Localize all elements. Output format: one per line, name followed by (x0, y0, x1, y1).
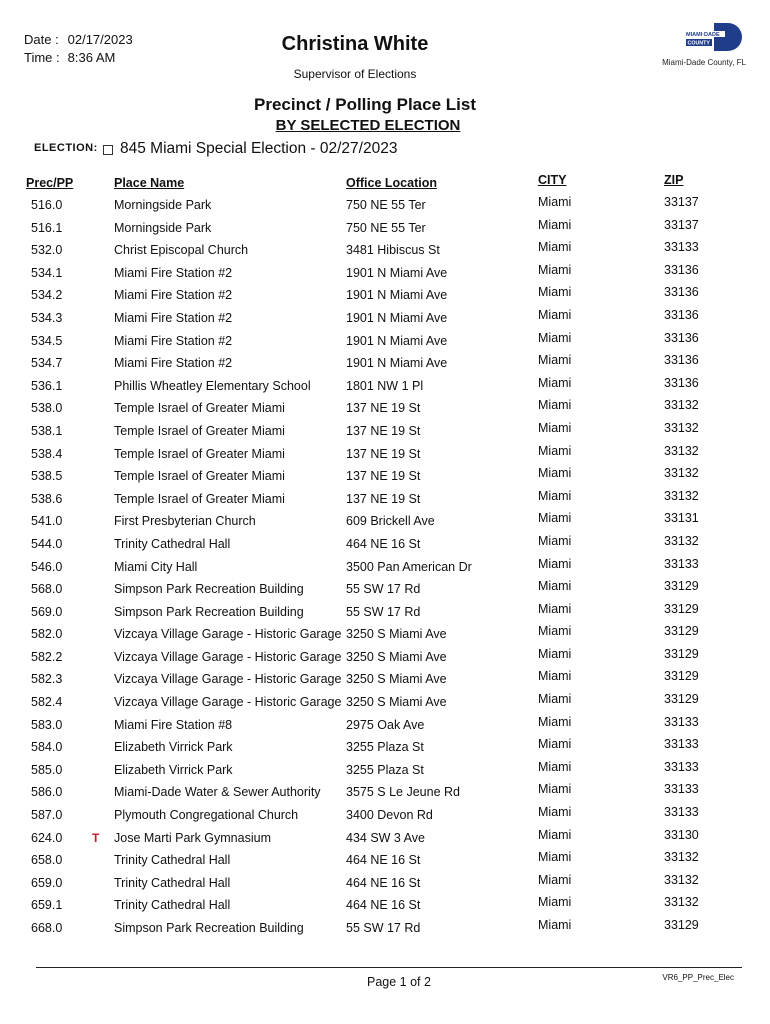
cell-zip: 33132 (664, 420, 699, 435)
cell-place-name: Miami Fire Station #2 (114, 356, 233, 371)
table-row (0, 645, 770, 668)
cell-office-location: 3250 S Miami Ave (346, 695, 447, 710)
table-row (0, 826, 770, 849)
cell-office-location: 464 NE 16 St (346, 536, 421, 551)
cell-city: Miami (538, 262, 572, 277)
cell-office-location: 3250 S Miami Ave (346, 627, 447, 642)
cell-zip: 33129 (664, 624, 699, 639)
cell-city: Miami (538, 556, 572, 571)
cell-city: Miami (538, 714, 572, 729)
cell-precinct: 624.0 (31, 830, 63, 845)
precinct-table (0, 193, 770, 939)
column-header-place: Place Name (114, 176, 185, 190)
page-subtitle: Supervisor of Elections (293, 67, 417, 81)
table-row (0, 848, 770, 871)
cell-zip: 33132 (664, 443, 699, 458)
cell-place-name: Elizabeth Virrick Park (114, 762, 233, 777)
table-row (0, 329, 770, 352)
cell-zip: 33132 (664, 533, 699, 548)
table-row (0, 419, 770, 442)
cell-precinct: 584.0 (31, 740, 63, 755)
table-row (0, 622, 770, 645)
cell-place-name: Vizcaya Village Garage - Historic Garage (114, 672, 342, 687)
cell-office-location: 1801 NW 1 Pl (346, 378, 424, 393)
cell-city: Miami (538, 805, 572, 820)
cell-place-name: Miami Fire Station #2 (114, 333, 233, 348)
cell-zip: 33137 (664, 217, 699, 232)
cell-flag: T (92, 830, 100, 845)
cell-precinct: 569.0 (31, 604, 63, 619)
page-number: Page 1 of 2 (367, 975, 431, 989)
cell-city: Miami (538, 918, 572, 932)
table-row (0, 916, 770, 939)
cell-precinct: 582.4 (31, 695, 63, 710)
cell-precinct: 541.0 (31, 514, 63, 529)
cell-city: Miami (538, 217, 572, 232)
cell-city: Miami (538, 488, 572, 503)
cell-precinct: 582.2 (31, 649, 63, 664)
table-row (0, 690, 770, 713)
miami-dade-logo (684, 22, 742, 52)
table-row (0, 893, 770, 916)
cell-place-name: Miami Fire Station #8 (114, 717, 233, 732)
cell-zip: 33136 (664, 262, 699, 277)
cell-city: Miami (538, 895, 572, 910)
cell-office-location: 3400 Devon Rd (346, 808, 433, 823)
cell-office-location: 137 NE 19 St (346, 491, 421, 506)
cell-zip: 33133 (664, 759, 699, 774)
table-row (0, 555, 770, 578)
table-row (0, 396, 770, 419)
cell-city: Miami (538, 759, 572, 774)
cell-office-location: 1901 N Miami Ave (346, 288, 448, 303)
cell-city: Miami (538, 195, 572, 209)
table-row (0, 238, 770, 261)
table-row (0, 261, 770, 284)
column-header-location: Office Location (346, 176, 437, 190)
cell-precinct: 544.0 (31, 536, 63, 551)
cell-place-name: Miami Fire Station #2 (114, 288, 233, 303)
cell-place-name: Morningside Park (114, 220, 212, 235)
cell-office-location: 3481 Hibiscus St (346, 243, 440, 258)
table-row (0, 216, 770, 239)
cell-place-name: Trinity Cathedral Hall (114, 898, 231, 913)
cell-place-name: Simpson Park Recreation Building (114, 921, 304, 935)
cell-city: Miami (538, 240, 572, 255)
cell-place-name: Miami-Dade Water & Sewer Authority (114, 785, 321, 800)
cell-place-name: Morningside Park (114, 198, 212, 212)
cell-city: Miami (538, 601, 572, 616)
cell-precinct: 668.0 (31, 921, 63, 935)
table-row (0, 735, 770, 758)
cell-precinct: 585.0 (31, 762, 63, 777)
cell-city: Miami (538, 579, 572, 594)
table-row (0, 713, 770, 736)
cell-zip: 33133 (664, 240, 699, 255)
time-label: Time : (24, 50, 60, 65)
cell-precinct: 534.2 (31, 288, 63, 303)
cell-place-name: Trinity Cathedral Hall (114, 853, 231, 868)
cell-place-name: Plymouth Congregational Church (114, 808, 299, 823)
cell-place-name: Christ Episcopal Church (114, 243, 249, 258)
date-value: 02/17/2023 (67, 32, 133, 47)
cell-precinct: 538.0 (31, 401, 63, 416)
cell-city: Miami (538, 307, 572, 322)
cell-precinct: 659.0 (31, 875, 63, 890)
cell-precinct: 532.0 (31, 243, 63, 258)
table-row (0, 442, 770, 465)
cell-zip: 33129 (664, 601, 699, 616)
cell-city: Miami (538, 782, 572, 797)
cell-office-location: 3250 S Miami Ave (346, 649, 447, 664)
cell-place-name: Temple Israel of Greater Miami (114, 446, 285, 461)
table-row (0, 283, 770, 306)
cell-place-name: Temple Israel of Greater Miami (114, 423, 285, 438)
cell-office-location: 137 NE 19 St (346, 469, 421, 484)
cell-precinct: 587.0 (31, 808, 63, 823)
cell-city: Miami (538, 398, 572, 413)
cell-zip: 33129 (664, 918, 699, 932)
table-row (0, 758, 770, 781)
table-row (0, 803, 770, 826)
table-row (0, 193, 770, 216)
cell-place-name: Miami City Hall (114, 559, 198, 574)
cell-city: Miami (538, 624, 572, 639)
cell-place-name: Miami Fire Station #2 (114, 310, 233, 325)
cell-city: Miami (538, 420, 572, 435)
column-header-city: CITY (538, 173, 567, 187)
table-row (0, 351, 770, 374)
footer-divider (36, 967, 742, 968)
cell-city: Miami (538, 330, 572, 345)
cell-zip: 33129 (664, 692, 699, 707)
cell-city: Miami (538, 737, 572, 752)
cell-place-name: Trinity Cathedral Hall (114, 875, 231, 890)
cell-office-location: 1901 N Miami Ave (346, 356, 448, 371)
cell-zip: 33133 (664, 782, 699, 797)
cell-precinct: 516.1 (31, 220, 63, 235)
cell-office-location: 55 SW 17 Rd (346, 582, 421, 597)
cell-zip: 33133 (664, 737, 699, 752)
cell-office-location: 137 NE 19 St (346, 446, 421, 461)
cell-zip: 33129 (664, 646, 699, 661)
cell-precinct: 586.0 (31, 785, 63, 800)
cell-city: Miami (538, 692, 572, 707)
cell-precinct: 538.5 (31, 469, 63, 484)
cell-city: Miami (538, 285, 572, 300)
cell-place-name: Simpson Park Recreation Building (114, 604, 304, 619)
cell-precinct: 536.1 (31, 378, 63, 393)
table-row (0, 780, 770, 803)
cell-city: Miami (538, 466, 572, 481)
cell-office-location: 3255 Plaza St (346, 740, 424, 755)
table-row (0, 667, 770, 690)
report-subtitle: BY SELECTED ELECTION (275, 117, 461, 134)
table-row (0, 509, 770, 532)
cell-office-location: 1901 N Miami Ave (346, 333, 448, 348)
cell-place-name: Phillis Wheatley Elementary School (114, 378, 311, 393)
cell-place-name: Vizcaya Village Garage - Historic Garage (114, 695, 342, 710)
time-value: 8:36 AM (67, 50, 116, 65)
cell-zip: 33132 (664, 488, 699, 503)
cell-precinct: 538.4 (31, 446, 63, 461)
cell-office-location: 55 SW 17 Rd (346, 604, 421, 619)
cell-zip: 33137 (664, 195, 699, 209)
cell-place-name: Temple Israel of Greater Miami (114, 401, 285, 416)
cell-city: Miami (538, 827, 572, 842)
cell-zip: 33133 (664, 805, 699, 820)
cell-zip: 33129 (664, 579, 699, 594)
cell-zip: 33136 (664, 285, 699, 300)
table-row (0, 871, 770, 894)
cell-zip: 33136 (664, 330, 699, 345)
cell-office-location: 464 NE 16 St (346, 898, 421, 913)
table-row (0, 464, 770, 487)
cell-precinct: 546.0 (31, 559, 63, 574)
cell-zip: 33136 (664, 353, 699, 368)
cell-city: Miami (538, 850, 572, 865)
cell-office-location: 750 NE 55 Ter (346, 220, 426, 235)
table-row (0, 374, 770, 397)
table-row (0, 532, 770, 555)
cell-city: Miami (538, 353, 572, 368)
cell-zip: 33136 (664, 307, 699, 322)
cell-zip: 33133 (664, 714, 699, 729)
cell-office-location: 464 NE 16 St (346, 853, 421, 868)
cell-office-location: 137 NE 19 St (346, 423, 421, 438)
cell-zip: 33129 (664, 669, 699, 684)
cell-office-location: 1901 N Miami Ave (346, 310, 448, 325)
cell-office-location: 137 NE 19 St (346, 401, 421, 416)
cell-office-location: 434 SW 3 Ave (346, 830, 425, 845)
report-code: VR6_PP_Prec_Elec (662, 973, 734, 982)
cell-zip: 33136 (664, 375, 699, 390)
cell-office-location: 3500 Pan American Dr (346, 559, 472, 574)
election-label: ELECTION: (34, 142, 98, 154)
cell-office-location: 55 SW 17 Rd (346, 921, 421, 935)
cell-precinct: 568.0 (31, 582, 63, 597)
cell-precinct: 582.0 (31, 627, 63, 642)
column-header-prec: Prec/PP (26, 176, 74, 190)
cell-zip: 33132 (664, 398, 699, 413)
election-value: 845 Miami Special Election - 02/27/2023 (120, 140, 398, 157)
cell-office-location: 464 NE 16 St (346, 875, 421, 890)
cell-city: Miami (538, 669, 572, 684)
cell-city: Miami (538, 511, 572, 526)
cell-office-location: 609 Brickell Ave (346, 514, 435, 529)
table-row (0, 600, 770, 623)
cell-precinct: 534.3 (31, 310, 63, 325)
cell-place-name: Temple Israel of Greater Miami (114, 469, 285, 484)
cell-office-location: 750 NE 55 Ter (346, 198, 426, 212)
cell-city: Miami (538, 533, 572, 548)
cell-zip: 33132 (664, 872, 699, 887)
cell-city: Miami (538, 646, 572, 661)
cell-precinct: 582.3 (31, 672, 63, 687)
cell-place-name: Vizcaya Village Garage - Historic Garage (114, 627, 342, 642)
cell-precinct: 659.1 (31, 898, 63, 913)
cell-precinct: 538.6 (31, 491, 63, 506)
cell-place-name: Elizabeth Virrick Park (114, 740, 233, 755)
column-header-zip: ZIP (664, 173, 684, 187)
cell-precinct: 534.7 (31, 356, 63, 371)
cell-precinct: 583.0 (31, 717, 63, 732)
cell-precinct: 658.0 (31, 853, 63, 868)
cell-place-name: Miami Fire Station #2 (114, 265, 233, 280)
cell-office-location: 3250 S Miami Ave (346, 672, 447, 687)
cell-place-name: Vizcaya Village Garage - Historic Garage (114, 649, 342, 664)
cell-zip: 33133 (664, 556, 699, 571)
cell-office-location: 3575 S Le Jeune Rd (346, 785, 460, 800)
logo-text-top: MIAMI·DADE (686, 32, 720, 38)
date-label: Date : (24, 32, 59, 47)
table-row (0, 487, 770, 510)
cell-office-location: 3255 Plaza St (346, 762, 424, 777)
logo-text-bottom: COUNTY (687, 40, 710, 47)
cell-office-location: 1901 N Miami Ave (346, 265, 448, 280)
logo-caption: Miami-Dade County, FL (662, 58, 746, 67)
cell-place-name: Jose Marti Park Gymnasium (114, 830, 271, 845)
cell-city: Miami (538, 443, 572, 458)
cell-precinct: 538.1 (31, 423, 63, 438)
cell-precinct: 534.5 (31, 333, 63, 348)
cell-zip: 33132 (664, 466, 699, 481)
cell-precinct: 534.1 (31, 265, 63, 280)
page-title: Christina White (281, 33, 429, 55)
cell-city: Miami (538, 375, 572, 390)
cell-place-name: Simpson Park Recreation Building (114, 582, 304, 597)
cell-office-location: 2975 Oak Ave (346, 717, 425, 732)
cell-city: Miami (538, 872, 572, 887)
cell-zip: 33132 (664, 895, 699, 910)
cell-place-name: First Presbyterian Church (114, 514, 256, 529)
cell-zip: 33130 (664, 827, 699, 842)
cell-zip: 33132 (664, 850, 699, 865)
report-title: Precinct / Polling Place List (253, 95, 476, 114)
cell-place-name: Temple Israel of Greater Miami (114, 491, 285, 506)
table-row (0, 577, 770, 600)
cell-place-name: Trinity Cathedral Hall (114, 536, 231, 551)
cell-precinct: 516.0 (31, 198, 63, 212)
checkbox-icon (103, 145, 113, 155)
table-row (0, 306, 770, 329)
cell-zip: 33131 (664, 511, 699, 526)
